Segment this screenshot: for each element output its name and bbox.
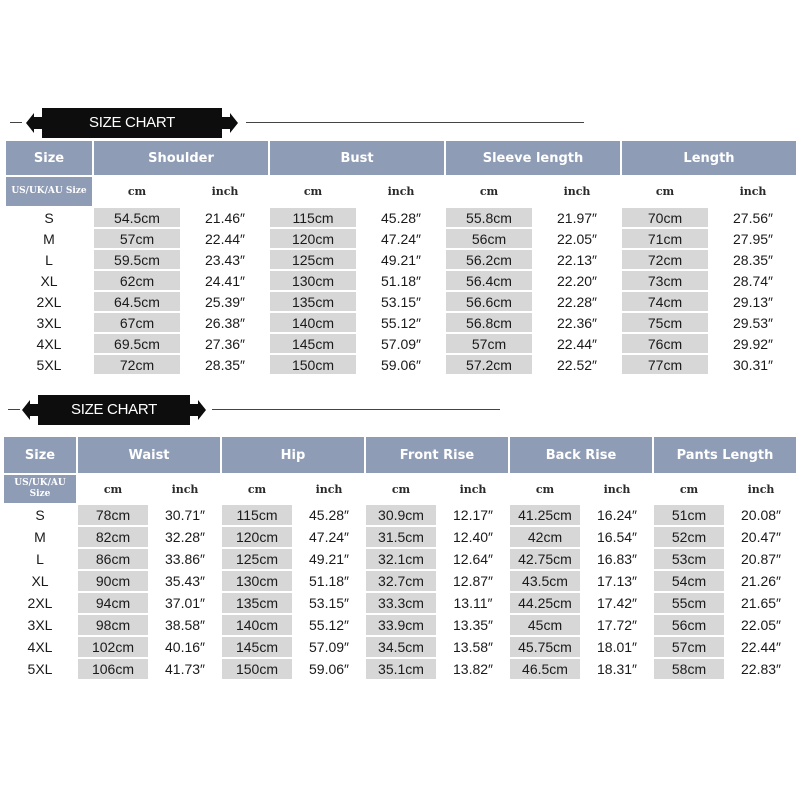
cm-value-cell: 32.7cm [366, 571, 436, 591]
size-label: XL [6, 271, 92, 290]
inch-value-cell: 22.28″ [534, 292, 620, 311]
inch-value-cell: 57.09″ [358, 334, 444, 353]
inch-value-cell: 13.82″ [438, 659, 508, 679]
cm-value-cell: 115cm [222, 505, 292, 525]
cm-value-cell: 57.2cm [446, 355, 532, 374]
cm-value-cell: 52cm [654, 527, 724, 547]
inch-value-cell: 17.42″ [582, 593, 652, 613]
inch-value-cell: 16.54″ [582, 527, 652, 547]
measurement-group-header: Bust [270, 141, 444, 175]
measurement-group-header: Waist [78, 437, 220, 473]
size-label: 4XL [4, 637, 76, 657]
cm-value-cell: 150cm [270, 355, 356, 374]
inch-value-cell: 51.18″ [294, 571, 364, 591]
inch-value-cell: 38.58″ [150, 615, 220, 635]
inch-value-cell: 22.44″ [534, 334, 620, 353]
size-region-subheader: US/UK/AU Size [6, 177, 92, 206]
inch-value-cell: 16.24″ [582, 505, 652, 525]
banner-ribbon-right [222, 117, 230, 129]
inch-value-cell: 18.31″ [582, 659, 652, 679]
inch-value-cell: 23.43″ [182, 250, 268, 269]
inch-value-cell: 27.56″ [710, 208, 796, 227]
inch-value-cell: 22.05″ [534, 229, 620, 248]
cm-value-cell: 42cm [510, 527, 580, 547]
cm-value-cell: 53cm [654, 549, 724, 569]
bottom-size-chart-banner [0, 395, 800, 425]
cm-value-cell: 115cm [270, 208, 356, 227]
inch-value-cell: 18.01″ [582, 637, 652, 657]
inch-value-cell: 30.71″ [150, 505, 220, 525]
cm-value-cell: 69.5cm [94, 334, 180, 353]
cm-value-cell: 102cm [78, 637, 148, 657]
cm-value-cell: 72cm [622, 250, 708, 269]
inch-value-cell: 53.15″ [294, 593, 364, 613]
cm-value-cell: 32.1cm [366, 549, 436, 569]
inch-value-cell: 28.35″ [710, 250, 796, 269]
banner-rule-left [10, 122, 22, 123]
cm-value-cell: 150cm [222, 659, 292, 679]
cm-value-cell: 56.6cm [446, 292, 532, 311]
inch-value-cell: 21.97″ [534, 208, 620, 227]
inch-value-cell: 28.35″ [182, 355, 268, 374]
size-label: L [6, 250, 92, 269]
cm-value-cell: 86cm [78, 549, 148, 569]
measurement-group-header: Back Rise [510, 437, 652, 473]
cm-value-cell: 30.9cm [366, 505, 436, 525]
inch-value-cell: 20.08″ [726, 505, 796, 525]
measurement-group-header: Pants Length [654, 437, 796, 473]
cm-value-cell: 67cm [94, 313, 180, 332]
banner-rule-left [8, 409, 20, 410]
cm-value-cell: 56.2cm [446, 250, 532, 269]
cm-value-cell: 45.75cm [510, 637, 580, 657]
cm-value-cell: 57cm [446, 334, 532, 353]
inch-value-cell: 22.36″ [534, 313, 620, 332]
inch-value-cell: 22.83″ [726, 659, 796, 679]
inch-value-cell: 41.73″ [150, 659, 220, 679]
inch-value-cell: 13.11″ [438, 593, 508, 613]
cm-value-cell: 56cm [446, 229, 532, 248]
inch-value-cell: 20.47″ [726, 527, 796, 547]
cm-value-cell: 145cm [270, 334, 356, 353]
size-label: M [4, 527, 76, 547]
inch-value-cell: 21.65″ [726, 593, 796, 613]
inch-value-cell: 40.16″ [150, 637, 220, 657]
inch-value-cell: 27.95″ [710, 229, 796, 248]
inch-value-cell: 26.38″ [182, 313, 268, 332]
unit-cm-header: cm [78, 475, 148, 503]
banner-ribbon-left [30, 404, 38, 416]
inch-value-cell: 17.13″ [582, 571, 652, 591]
inch-value-cell: 35.43″ [150, 571, 220, 591]
cm-value-cell: 98cm [78, 615, 148, 635]
size-label: 3XL [4, 615, 76, 635]
size-label: 3XL [6, 313, 92, 332]
banner-title: SIZE CHART [42, 108, 222, 138]
cm-value-cell: 90cm [78, 571, 148, 591]
cm-value-cell: 75cm [622, 313, 708, 332]
size-label: 4XL [6, 334, 92, 353]
inch-value-cell: 22.20″ [534, 271, 620, 290]
inch-value-cell: 12.40″ [438, 527, 508, 547]
inch-value-cell: 13.35″ [438, 615, 508, 635]
measurement-group-header: Length [622, 141, 796, 175]
unit-cm-header: cm [446, 177, 532, 206]
unit-cm-header: cm [654, 475, 724, 503]
inch-value-cell: 47.24″ [358, 229, 444, 248]
banner-ribbon-left [34, 117, 42, 129]
cm-value-cell: 51cm [654, 505, 724, 525]
size-label: S [6, 208, 92, 227]
cm-value-cell: 55.8cm [446, 208, 532, 227]
inch-value-cell: 59.06″ [294, 659, 364, 679]
size-label: 5XL [4, 659, 76, 679]
top-size-chart-banner [0, 108, 800, 138]
inch-value-cell: 45.28″ [358, 208, 444, 227]
unit-inch-header: inch [710, 177, 796, 206]
cm-value-cell: 82cm [78, 527, 148, 547]
banner-ribbon-tail-right [230, 113, 238, 133]
unit-inch-header: inch [358, 177, 444, 206]
size-label: 2XL [4, 593, 76, 613]
banner-ribbon-tail-left [26, 113, 34, 133]
cm-value-cell: 78cm [78, 505, 148, 525]
unit-inch-header: inch [726, 475, 796, 503]
cm-value-cell: 54.5cm [94, 208, 180, 227]
banner-rule-right [212, 409, 500, 410]
cm-value-cell: 74cm [622, 292, 708, 311]
inch-value-cell: 12.87″ [438, 571, 508, 591]
inch-value-cell: 17.72″ [582, 615, 652, 635]
inch-value-cell: 55.12″ [358, 313, 444, 332]
cm-value-cell: 125cm [222, 549, 292, 569]
cm-value-cell: 125cm [270, 250, 356, 269]
inch-value-cell: 13.58″ [438, 637, 508, 657]
inch-value-cell: 53.15″ [358, 292, 444, 311]
inch-value-cell: 49.21″ [358, 250, 444, 269]
unit-inch-header: inch [150, 475, 220, 503]
cm-value-cell: 35.1cm [366, 659, 436, 679]
inch-value-cell: 55.12″ [294, 615, 364, 635]
cm-value-cell: 73cm [622, 271, 708, 290]
inch-value-cell: 29.92″ [710, 334, 796, 353]
inch-value-cell: 21.26″ [726, 571, 796, 591]
inch-value-cell: 29.13″ [710, 292, 796, 311]
inch-value-cell: 37.01″ [150, 593, 220, 613]
measurement-group-header: Front Rise [366, 437, 508, 473]
cm-value-cell: 59.5cm [94, 250, 180, 269]
cm-value-cell: 42.75cm [510, 549, 580, 569]
size-column-header: Size [4, 437, 76, 473]
cm-value-cell: 77cm [622, 355, 708, 374]
size-label: S [4, 505, 76, 525]
unit-inch-header: inch [582, 475, 652, 503]
inch-value-cell: 24.41″ [182, 271, 268, 290]
cm-value-cell: 94cm [78, 593, 148, 613]
inch-value-cell: 22.05″ [726, 615, 796, 635]
cm-value-cell: 64.5cm [94, 292, 180, 311]
unit-cm-header: cm [222, 475, 292, 503]
unit-inch-header: inch [182, 177, 268, 206]
size-label: XL [4, 571, 76, 591]
inch-value-cell: 32.28″ [150, 527, 220, 547]
inch-value-cell: 57.09″ [294, 637, 364, 657]
unit-inch-header: inch [534, 177, 620, 206]
inch-value-cell: 22.13″ [534, 250, 620, 269]
unit-cm-header: cm [510, 475, 580, 503]
unit-cm-header: cm [270, 177, 356, 206]
inch-value-cell: 12.64″ [438, 549, 508, 569]
size-label: 2XL [6, 292, 92, 311]
size-label: L [4, 549, 76, 569]
cm-value-cell: 45cm [510, 615, 580, 635]
cm-value-cell: 106cm [78, 659, 148, 679]
unit-cm-header: cm [366, 475, 436, 503]
inch-value-cell: 47.24″ [294, 527, 364, 547]
cm-value-cell: 72cm [94, 355, 180, 374]
cm-value-cell: 140cm [222, 615, 292, 635]
cm-value-cell: 54cm [654, 571, 724, 591]
banner-rule-right [246, 122, 584, 123]
banner-ribbon-right [190, 404, 198, 416]
inch-value-cell: 30.31″ [710, 355, 796, 374]
measurement-group-header: Hip [222, 437, 364, 473]
cm-value-cell: 120cm [222, 527, 292, 547]
cm-value-cell: 56cm [654, 615, 724, 635]
banner-ribbon-tail-right [198, 400, 206, 420]
inch-value-cell: 22.44″ [726, 637, 796, 657]
cm-value-cell: 120cm [270, 229, 356, 248]
banner-ribbon-tail-left [22, 400, 30, 420]
cm-value-cell: 58cm [654, 659, 724, 679]
cm-value-cell: 135cm [222, 593, 292, 613]
inch-value-cell: 28.74″ [710, 271, 796, 290]
unit-cm-header: cm [94, 177, 180, 206]
unit-inch-header: inch [294, 475, 364, 503]
inch-value-cell: 29.53″ [710, 313, 796, 332]
size-column-header: Size [6, 141, 92, 175]
cm-value-cell: 57cm [654, 637, 724, 657]
inch-value-cell: 22.52″ [534, 355, 620, 374]
inch-value-cell: 51.18″ [358, 271, 444, 290]
cm-value-cell: 31.5cm [366, 527, 436, 547]
inch-value-cell: 20.87″ [726, 549, 796, 569]
cm-value-cell: 41.25cm [510, 505, 580, 525]
inch-value-cell: 25.39″ [182, 292, 268, 311]
size-label: 5XL [6, 355, 92, 374]
cm-value-cell: 43.5cm [510, 571, 580, 591]
cm-value-cell: 56.4cm [446, 271, 532, 290]
measurement-group-header: Sleeve length [446, 141, 620, 175]
inch-value-cell: 33.86″ [150, 549, 220, 569]
cm-value-cell: 140cm [270, 313, 356, 332]
banner-title: SIZE CHART [38, 395, 190, 425]
cm-value-cell: 46.5cm [510, 659, 580, 679]
inch-value-cell: 45.28″ [294, 505, 364, 525]
cm-value-cell: 130cm [222, 571, 292, 591]
cm-value-cell: 135cm [270, 292, 356, 311]
measurement-group-header: Shoulder [94, 141, 268, 175]
unit-cm-header: cm [622, 177, 708, 206]
inch-value-cell: 27.36″ [182, 334, 268, 353]
inch-value-cell: 12.17″ [438, 505, 508, 525]
inch-value-cell: 22.44″ [182, 229, 268, 248]
inch-value-cell: 59.06″ [358, 355, 444, 374]
cm-value-cell: 55cm [654, 593, 724, 613]
cm-value-cell: 33.9cm [366, 615, 436, 635]
cm-value-cell: 71cm [622, 229, 708, 248]
inch-value-cell: 16.83″ [582, 549, 652, 569]
cm-value-cell: 44.25cm [510, 593, 580, 613]
cm-value-cell: 33.3cm [366, 593, 436, 613]
cm-value-cell: 34.5cm [366, 637, 436, 657]
cm-value-cell: 56.8cm [446, 313, 532, 332]
unit-inch-header: inch [438, 475, 508, 503]
cm-value-cell: 70cm [622, 208, 708, 227]
inch-value-cell: 21.46″ [182, 208, 268, 227]
cm-value-cell: 62cm [94, 271, 180, 290]
cm-value-cell: 57cm [94, 229, 180, 248]
size-label: M [6, 229, 92, 248]
size-region-subheader: US/UK/AU Size [4, 475, 76, 503]
cm-value-cell: 145cm [222, 637, 292, 657]
cm-value-cell: 76cm [622, 334, 708, 353]
inch-value-cell: 49.21″ [294, 549, 364, 569]
cm-value-cell: 130cm [270, 271, 356, 290]
